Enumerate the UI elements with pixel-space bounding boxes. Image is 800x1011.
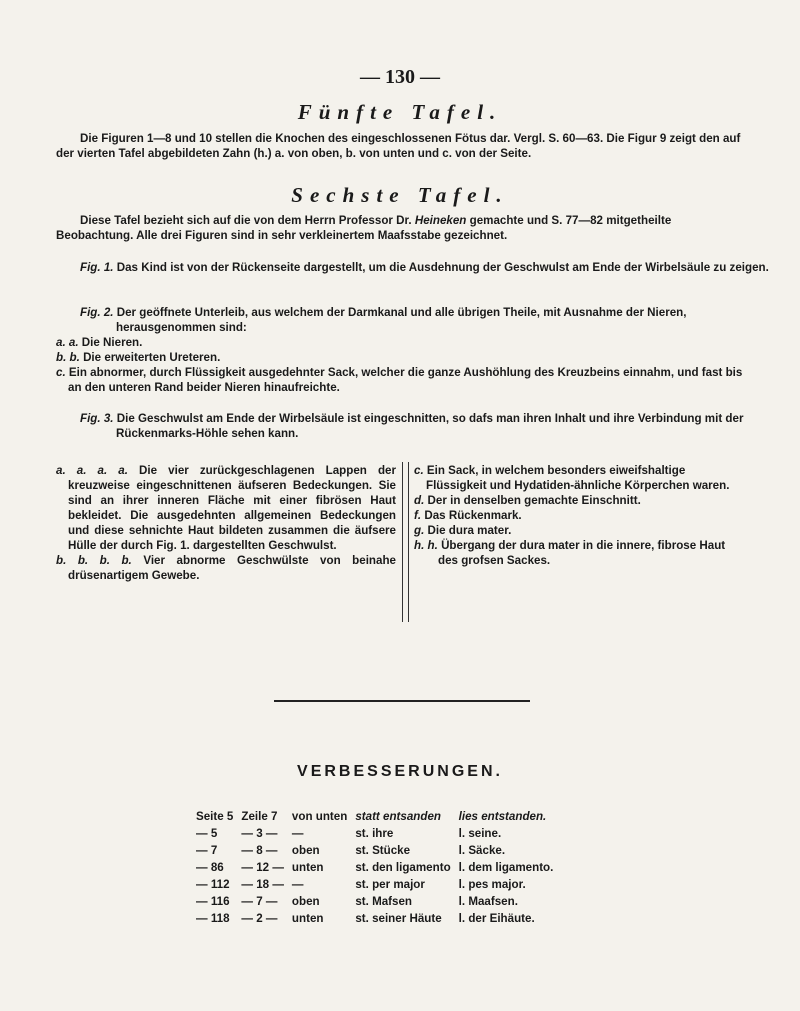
errata-zeile: — 7 — bbox=[241, 895, 278, 908]
errata-seite: — 112 bbox=[196, 878, 230, 891]
fig2-item-text: Die erweiterten Ureteren. bbox=[83, 351, 221, 364]
errata-pos: oben bbox=[291, 844, 320, 857]
errata-seite: — 5 bbox=[196, 827, 218, 840]
fig3-item-text: Der in denselben gemachte Einschnitt. bbox=[427, 494, 641, 507]
tafel5-paragraph: Die Figuren 1—8 und 10 stellen die Knochen des eingeschlossenen Fötus dar. Vergl. S. 60—63. Die Figur 9 zeigt den auf der vierten Tafel abgebildeten Zahn (h.) a. von oben, b. von unten und c. von der Seite. bbox=[56, 132, 741, 160]
errata-pos: — bbox=[291, 827, 304, 840]
errata-statt: st. ihre bbox=[355, 827, 394, 840]
errata-zeile: — 18 — bbox=[241, 878, 284, 891]
fig3-legend-item bbox=[414, 538, 746, 568]
fig3-item-label: c. bbox=[414, 464, 424, 477]
fig3-entry bbox=[80, 411, 780, 441]
heading-fuenfte-tafel: Fünfte Tafel. bbox=[297, 100, 503, 124]
errata-pos: oben bbox=[291, 895, 320, 908]
fig3-item-label: d. bbox=[414, 494, 425, 507]
fig3-item-text: Die vier zurückgeschlagenen Lappen der kreuzweise eingeschnittenen äufseren Bedeckungen. Sie sind an ihrer inneren Fläche mit einer fibrösen Haut bekleidet. Die ausgedehnten allgemeinen Bedeckungen und diese sehnichte Haut bildeten zusammen die äufsere Hülle der durch Fig. 1. dargestellten Geschwulst. bbox=[68, 464, 396, 552]
fig2-item bbox=[56, 365, 758, 395]
fig2-item-label: c. bbox=[56, 366, 66, 379]
errata-statt: st. Stücke bbox=[355, 844, 411, 857]
fig3-item-label: f. bbox=[414, 509, 422, 522]
fig3-item-label: g. bbox=[414, 524, 425, 537]
fig2-item bbox=[56, 350, 746, 365]
errata-seite: — 118 bbox=[196, 912, 230, 925]
errata-zeile: Zeile 7 bbox=[241, 810, 278, 823]
page-number: — 130 — bbox=[360, 66, 440, 88]
errata-statt: st. Mafsen bbox=[355, 895, 413, 908]
fig3-legend-item bbox=[414, 493, 746, 508]
errata-zeile: — 12 — bbox=[241, 861, 284, 874]
errata-lies: l. pes major. bbox=[458, 878, 526, 891]
fig1-entry bbox=[80, 260, 780, 275]
table-row bbox=[192, 876, 557, 893]
fig3-text: Die Geschwulst am Ende der Wirbelsäule ist eingeschnitten, so dafs man ihren Inhalt und ihre Verbindung mit der Rückenmarks-Höhle sehen kann. bbox=[116, 412, 744, 440]
fig1-text: Das Kind ist von der Rückenseite dargestellt, um die Ausdehnung der Geschwulst am Ende der Wirbelsäule zu zeigen. bbox=[116, 261, 769, 274]
heading-sechste-tafel: Sechste Tafel. bbox=[291, 183, 509, 207]
errata-lies: l. dem ligamento. bbox=[458, 861, 554, 874]
intro-name: Heineken bbox=[414, 214, 467, 227]
fig3-item-text: Die dura mater. bbox=[427, 524, 512, 537]
errata-lies: l. Maafsen. bbox=[458, 895, 518, 908]
errata-zeile: — 2 — bbox=[241, 912, 278, 925]
errata-table bbox=[192, 808, 557, 927]
fig3-legend-item bbox=[414, 508, 746, 523]
errata-seite: Seite 5 bbox=[196, 810, 234, 823]
fig3-item-text: Übergang der dura mater in die innere, fibrose Haut des grofsen Sackes. bbox=[438, 539, 726, 567]
errata-lies: l. seine. bbox=[458, 827, 502, 840]
errata-statt: st. seiner Häute bbox=[355, 912, 442, 925]
fig2-item-text: Ein abnormer, durch Flüssigkeit ausgedehnter Sack, welcher die ganze Aushöhlung des Kreuzbeins einnahm, und fast bis an den unteren Rand beider Nieren hinaufreichte. bbox=[68, 366, 743, 394]
table-row bbox=[192, 893, 557, 910]
fig3-legend-item bbox=[414, 463, 746, 493]
fig3-item-label: b. b. b. b. bbox=[56, 554, 132, 567]
errata-seite: — 86 bbox=[196, 861, 224, 874]
fig3-item-text: Ein Sack, in welchem besonders eiweifshaltige Flüssigkeit und Hydatiden-ähnliche Körperchen waren. bbox=[426, 464, 730, 492]
column-divider bbox=[402, 462, 409, 622]
table-row bbox=[192, 910, 557, 927]
tafel6-intro bbox=[56, 213, 744, 243]
fig3-item-text: Das Rückenmark. bbox=[424, 509, 522, 522]
fig3-item-label: a. a. a. a. bbox=[56, 464, 128, 477]
fig3-legend-item bbox=[56, 463, 396, 553]
fig3-left-column bbox=[56, 463, 396, 583]
errata-pos: — bbox=[291, 878, 304, 891]
fig3-legend-item bbox=[56, 553, 396, 583]
fig2-item-text: Die Nieren. bbox=[81, 336, 143, 349]
fig2-entry bbox=[80, 305, 780, 335]
errata-title: VERBESSERUNGEN. bbox=[297, 763, 503, 780]
table-row bbox=[192, 808, 557, 825]
errata-statt: statt entsanden bbox=[355, 810, 441, 823]
errata-pos: von unten bbox=[291, 810, 348, 823]
errata-pos: unten bbox=[291, 912, 324, 925]
section-rule bbox=[274, 700, 530, 702]
table-row bbox=[192, 859, 557, 876]
fig2-item-label: b. b. bbox=[56, 351, 80, 364]
table-row bbox=[192, 842, 557, 859]
fig2-item bbox=[56, 335, 746, 350]
errata-lies: l. der Eihäute. bbox=[458, 912, 535, 925]
errata-lies: lies entstanden. bbox=[458, 810, 547, 823]
fig3-item-text: Vier abnorme Geschwülste von beinahe drüsenartigem Gewebe. bbox=[68, 554, 396, 582]
errata-lies: l. Säcke. bbox=[458, 844, 506, 857]
fig2-label: Fig. 2. bbox=[80, 306, 114, 319]
errata-statt: st. den ligamento bbox=[355, 861, 451, 874]
table-row bbox=[192, 825, 557, 842]
errata-seite: — 7 bbox=[196, 844, 218, 857]
fig3-item-label: h. h. bbox=[414, 539, 438, 552]
errata-pos: unten bbox=[291, 861, 324, 874]
errata-seite: — 116 bbox=[196, 895, 230, 908]
fig1-label: Fig. 1. bbox=[80, 261, 114, 274]
errata-statt: st. per major bbox=[355, 878, 425, 891]
fig3-legend-item bbox=[414, 523, 746, 538]
fig3-label: Fig. 3. bbox=[80, 412, 114, 425]
errata-zeile: — 3 — bbox=[241, 827, 278, 840]
errata-zeile: — 8 — bbox=[241, 844, 278, 857]
intro-text-b: gemachte und S. 77—82 mitgetheilte Beobachtung. Alle drei Figuren sind in sehr verkleinertem Maafsstabe gezeichnet. bbox=[56, 214, 672, 242]
fig2-text: Der geöffnete Unterleib, aus welchem der Darmkanal und alle übrigen Theile, mit Ausnahme der Nieren, herausgenommen sind: bbox=[116, 306, 687, 334]
fig2-item-label: a. a. bbox=[56, 336, 79, 349]
intro-text-a: Diese Tafel bezieht sich auf die von dem Herrn Professor Dr. bbox=[80, 214, 415, 227]
fig3-right-column bbox=[414, 463, 746, 568]
